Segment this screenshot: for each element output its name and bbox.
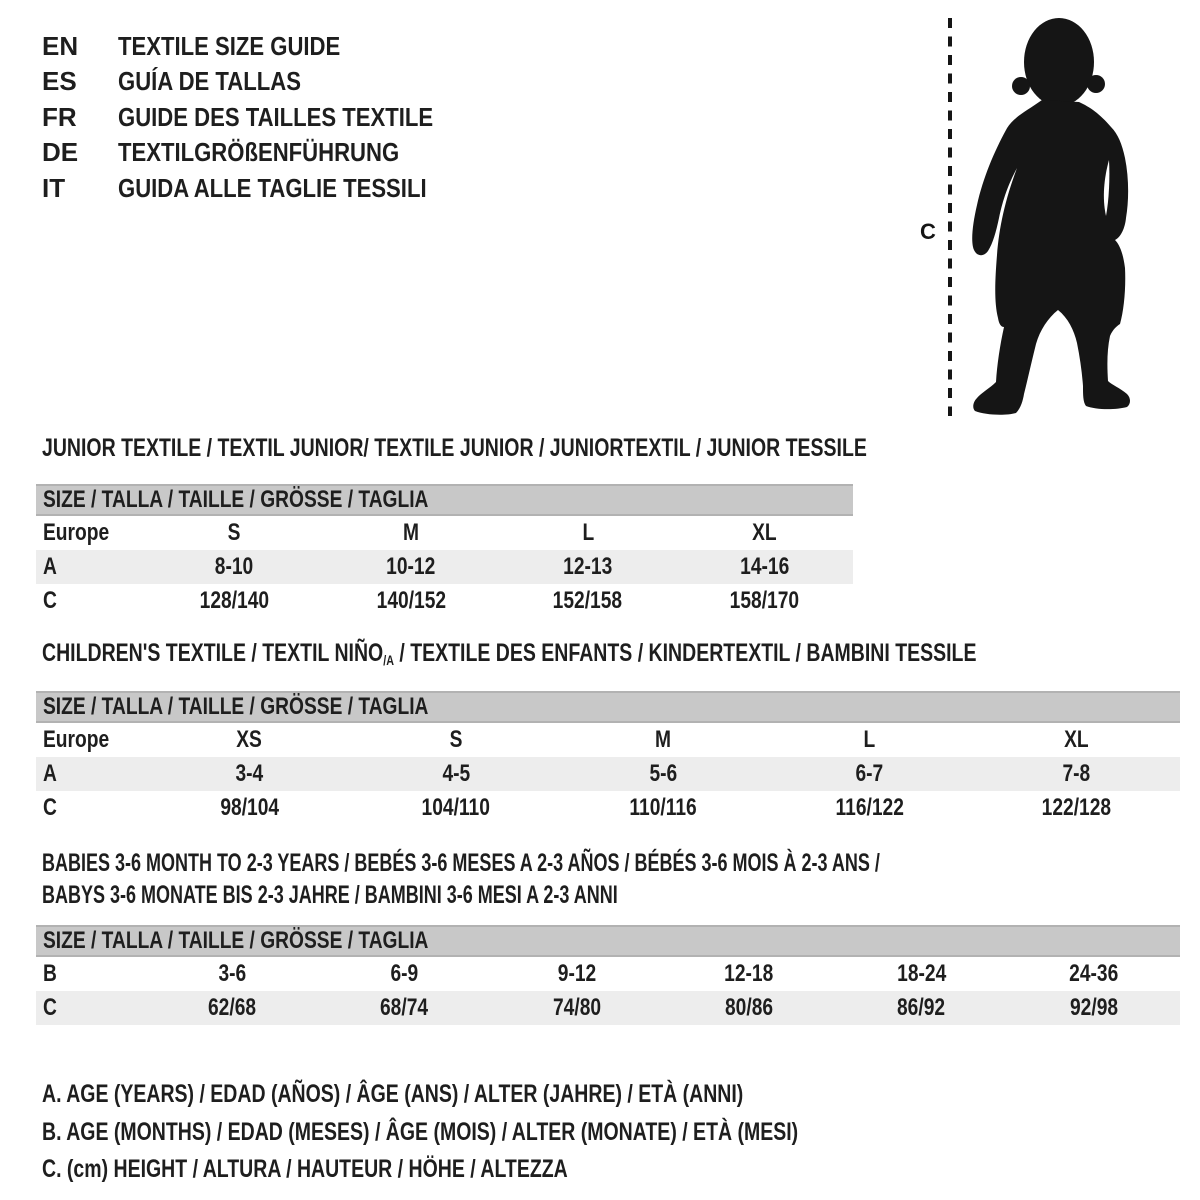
size-cell: L bbox=[581, 519, 594, 546]
guide-title: TEXTILE SIZE GUIDE bbox=[118, 31, 341, 61]
value-cell: 104/110 bbox=[422, 794, 491, 821]
table-header-band bbox=[36, 692, 1180, 722]
table-row-region bbox=[36, 722, 1180, 757]
size-cell: XS bbox=[236, 726, 263, 753]
value-cell: 24-36 bbox=[1069, 960, 1119, 987]
value-cell: 140/152 bbox=[376, 587, 446, 614]
language-code: EN bbox=[42, 31, 79, 61]
value-cell: 6-9 bbox=[390, 960, 419, 987]
row-label-cell: Europe bbox=[43, 726, 110, 753]
value-cell: 128/140 bbox=[199, 587, 270, 614]
value-cell: 7-8 bbox=[973, 757, 1180, 791]
row-label-cell: C bbox=[43, 794, 57, 821]
size-cell: XL bbox=[752, 519, 777, 546]
language-code: DE bbox=[42, 137, 79, 168]
value-cell: 10-12 bbox=[323, 550, 500, 584]
size-cell: M bbox=[654, 726, 671, 753]
size-cell: S bbox=[449, 726, 463, 753]
children-title-post: / TEXTILE DES ENFANTS / KINDERTEXTIL / BAMBINI TESSILE bbox=[393, 639, 977, 667]
value-cell: 5-6 bbox=[560, 757, 767, 791]
row-label-cell: C bbox=[36, 991, 146, 1025]
row-label-cell: Europe bbox=[43, 519, 110, 546]
value-cell: 116/122 bbox=[835, 794, 904, 821]
legend-height-cm: C. (cm) HEIGHT / ALTURA / HAUTEUR / HÖHE / ALTEZZA bbox=[42, 1155, 568, 1183]
value-cell: 74/80 bbox=[491, 991, 663, 1025]
value-cell: 14-16 bbox=[676, 550, 853, 584]
babies-section-title-line1: BABIES 3-6 MONTH TO 2-3 YEARS / BEBÉS 3-6 MESES A 2-3 AÑOS / BÉBÉS 3-6 MOIS À 2-3 ANS / bbox=[42, 849, 880, 877]
value-cell: 9-12 bbox=[557, 960, 597, 987]
row-label-cell: A bbox=[36, 550, 146, 584]
value-cell: 122/128 bbox=[1041, 794, 1112, 821]
value-cell: 158/170 bbox=[729, 587, 800, 614]
legend bbox=[42, 1076, 1011, 1189]
table-row-age bbox=[36, 757, 1180, 791]
language-row-es bbox=[42, 64, 489, 99]
row-label-cell: A bbox=[36, 757, 146, 791]
table-header-band bbox=[36, 926, 1180, 956]
guide-title: GUIDE DES TAILLES TEXTILE bbox=[118, 101, 434, 132]
table-row-region bbox=[36, 515, 853, 550]
value-cell: 3-6 bbox=[218, 960, 247, 987]
children-title-sub: /A bbox=[383, 652, 394, 668]
language-row-de bbox=[42, 135, 489, 170]
children-size-table bbox=[36, 691, 1180, 825]
children-section-title bbox=[42, 639, 1200, 675]
junior-size-table bbox=[36, 484, 853, 618]
language-row-fr bbox=[42, 100, 489, 135]
value-cell: 6-7 bbox=[766, 757, 973, 791]
value-cell: 18-24 bbox=[896, 960, 947, 987]
guide-title: TEXTILGRÖßENFÜHRUNG bbox=[118, 137, 400, 168]
table-row-height bbox=[36, 791, 1180, 825]
value-cell: 12-13 bbox=[500, 550, 677, 584]
table-header-band bbox=[36, 485, 853, 515]
language-code: ES bbox=[42, 66, 77, 97]
language-code: FR bbox=[42, 101, 77, 132]
value-cell: 110/116 bbox=[629, 794, 697, 821]
row-label-cell: C bbox=[43, 587, 57, 614]
value-cell: 8-10 bbox=[146, 550, 323, 584]
height-measure-label: C bbox=[920, 219, 936, 244]
junior-section-title: JUNIOR TEXTILE / TEXTIL JUNIOR/ TEXTILE JUNIOR / JUNIORTEXTIL / JUNIOR TESSILE bbox=[42, 434, 867, 462]
babies-size-table bbox=[36, 925, 1180, 1025]
legend-age-years: A. AGE (YEARS) / EDAD (AÑOS) / ÂGE (ANS) / ALTER (JAHRE) / ETÀ (ANNI) bbox=[42, 1080, 744, 1108]
toddler-height-figure bbox=[880, 0, 1200, 440]
toddler-silhouette bbox=[972, 18, 1130, 415]
children-title-pre: CHILDREN'S TEXTILE / TEXTIL NIÑO bbox=[42, 639, 384, 667]
table-row-height bbox=[36, 584, 853, 618]
value-cell: 3-4 bbox=[146, 757, 353, 791]
table-row-months bbox=[36, 956, 1180, 991]
guide-title: GUÍA DE TALLAS bbox=[118, 66, 301, 97]
language-title-list bbox=[42, 29, 489, 206]
value-cell: 152/158 bbox=[553, 587, 623, 614]
language-row-it bbox=[42, 171, 489, 206]
guide-title: GUIDA ALLE TAGLIE TESSILI bbox=[118, 172, 427, 203]
language-code: IT bbox=[42, 172, 66, 203]
size-header-cell: SIZE / TALLA / TAILLE / GRÖSSE / TAGLIA bbox=[36, 485, 853, 515]
size-header-cell: SIZE / TALLA / TAILLE / GRÖSSE / TAGLIA bbox=[36, 926, 1180, 956]
size-header-cell: SIZE / TALLA / TAILLE / GRÖSSE / TAGLIA bbox=[36, 692, 1180, 722]
value-cell: 92/98 bbox=[1008, 991, 1180, 1025]
babies-section-title-line2: BABYS 3-6 MONATE BIS 2-3 JAHRE / BAMBINI 3-6 MESI A 2-3 ANNI bbox=[42, 881, 618, 909]
size-cell: L bbox=[863, 726, 876, 753]
value-cell: 4-5 bbox=[353, 757, 560, 791]
table-row-age bbox=[36, 550, 853, 584]
value-cell: 62/68 bbox=[146, 991, 318, 1025]
table-row-height bbox=[36, 991, 1180, 1025]
row-label-cell: B bbox=[43, 960, 57, 987]
language-row-en bbox=[42, 29, 489, 64]
value-cell: 98/104 bbox=[220, 794, 279, 821]
legend-age-months: B. AGE (MONTHS) / EDAD (MESES) / ÂGE (MOIS) / ALTER (MONATE) / ETÀ (MESI) bbox=[42, 1117, 799, 1146]
size-cell: M bbox=[403, 519, 420, 546]
size-cell: XL bbox=[1064, 726, 1089, 753]
value-cell: 86/92 bbox=[835, 991, 1007, 1025]
size-cell: S bbox=[227, 519, 241, 546]
value-cell: 12-18 bbox=[724, 960, 774, 987]
value-cell: 68/74 bbox=[318, 991, 490, 1025]
value-cell: 80/86 bbox=[663, 991, 835, 1025]
